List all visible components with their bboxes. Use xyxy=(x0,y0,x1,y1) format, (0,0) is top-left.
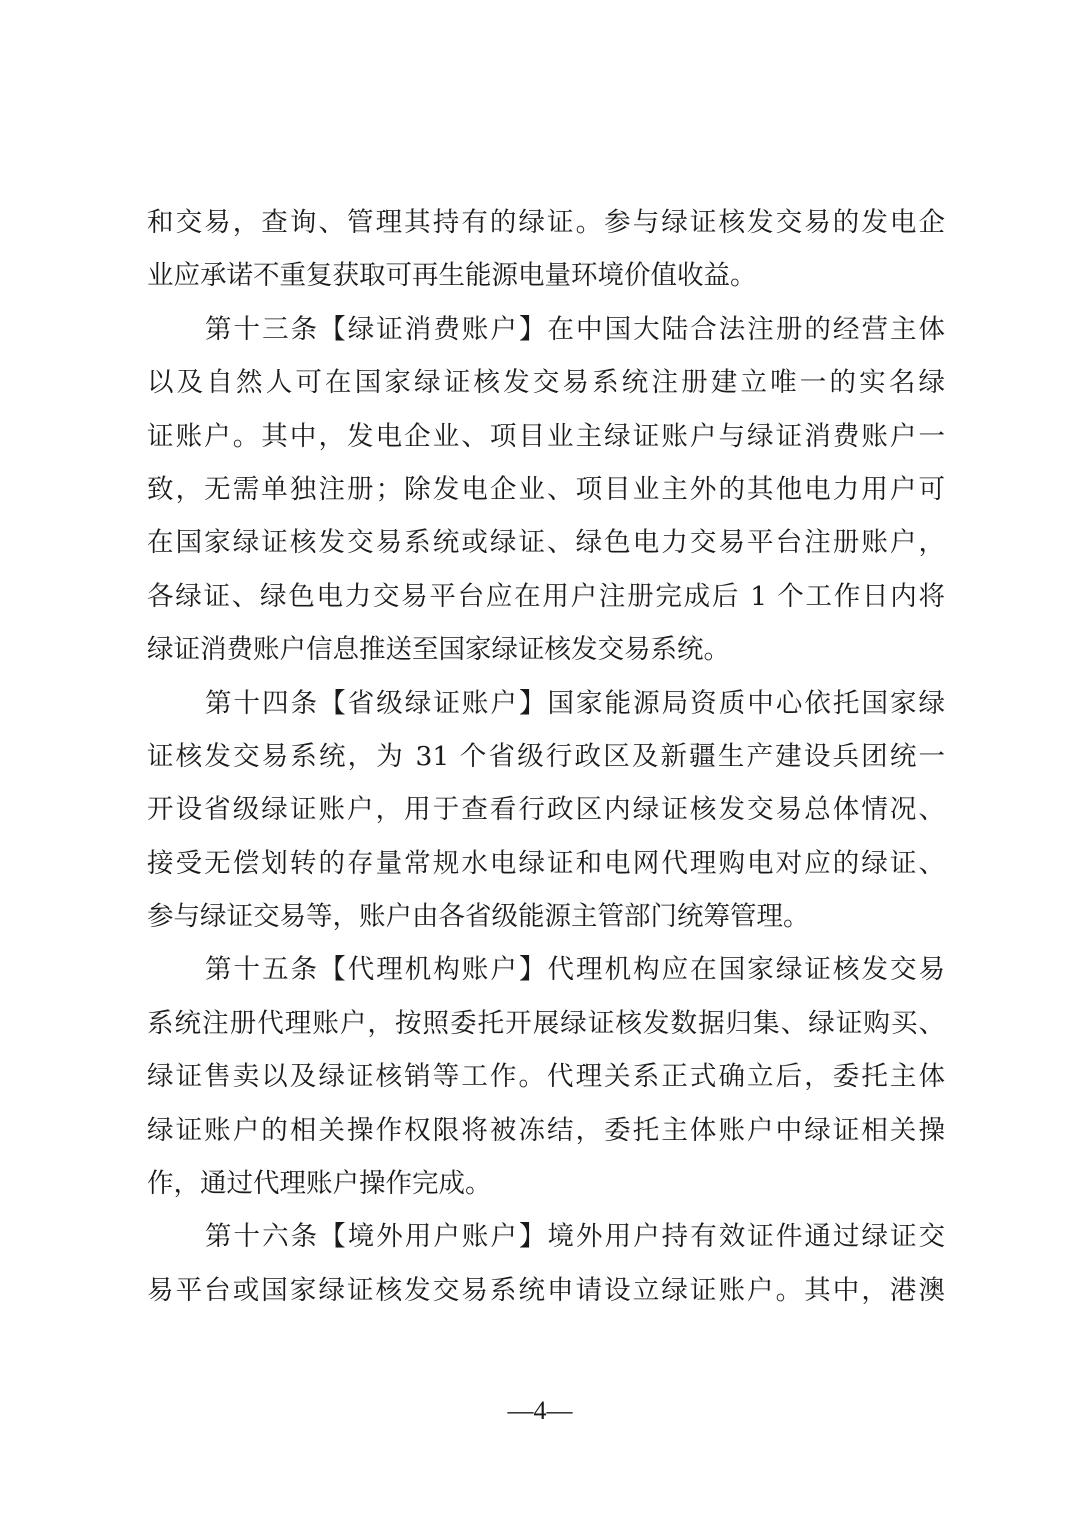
text-line: 接受无偿划转的存量常规水电绿证和电网代理购电对应的绿证、 xyxy=(147,847,945,879)
text-line: 开设省级绿证账户，用于查看行政区内绿证核发交易总体情况、 xyxy=(147,794,945,826)
article-number: 第十四条 xyxy=(205,687,320,719)
article-title: 【代理机构账户】 xyxy=(319,954,548,986)
article-number: 第十三条 xyxy=(205,313,320,345)
text-line: 绿证售卖以及绿证核销等工作。代理关系正式确立后，委托主体 xyxy=(147,1061,945,1093)
text-line: 绿证账户的相关操作权限将被冻结，委托主体账户中绿证相关操 xyxy=(147,1114,945,1146)
text: 境外用户持有效证件通过绿证交 xyxy=(547,1221,946,1253)
text-line: 和交易，查询、管理其持有的绿证。参与绿证核发交易的发电企 xyxy=(147,207,945,238)
text-line: 各绿证、绿色电力交易平台应在用户注册完成后 1 个工作日内将 xyxy=(147,580,945,612)
article-title: 【境外用户账户】 xyxy=(319,1221,548,1253)
article-15 xyxy=(147,943,945,1210)
article-first-line xyxy=(147,1210,945,1263)
page-number: —4— xyxy=(507,1396,573,1425)
article-number: 第十五条 xyxy=(205,954,320,986)
text-line: 证核发交易系统，为 31 个省级行政区及新疆生产建设兵团统一 xyxy=(147,740,945,772)
text-line: 在国家绿证核发交易系统或绿证、绿色电力交易平台注册账户， xyxy=(147,527,945,559)
text-line: 参与绿证交易等，账户由各省级能源主管部门统筹管理。 xyxy=(147,901,810,933)
text-line: 业应承诺不重复获取可再生能源电量环境价值收益。 xyxy=(147,260,757,292)
article-title: 【绿证消费账户】 xyxy=(319,313,548,345)
text-line: 作，通过代理账户操作完成。 xyxy=(147,1168,492,1200)
text: 在中国大陆合法注册的经营主体 xyxy=(547,313,946,345)
article-16 xyxy=(147,1210,945,1317)
text-line: 易平台或国家绿证核发交易系统申请设立绿证账户。其中，港澳 xyxy=(147,1274,945,1306)
article-title: 【省级绿证账户】 xyxy=(319,687,548,719)
text: 代理机构应在国家绿证核发交易 xyxy=(547,954,946,986)
article-number: 第十六条 xyxy=(205,1221,320,1253)
article-14 xyxy=(147,677,945,944)
text-line: 证账户。其中，发电企业、项目业主绿证账户与绿证消费账户一 xyxy=(147,420,945,452)
text-line: 致，无需单独注册；除发电企业、项目业主外的其他电力用户可 xyxy=(147,473,945,505)
paragraph-continuation xyxy=(147,196,945,303)
text-line: 绿证消费账户信息推送至国家绿证核发交易系统。 xyxy=(147,634,730,666)
article-first-line xyxy=(147,677,945,730)
article-13 xyxy=(147,303,945,677)
text: 国家能源局资质中心依托国家绿 xyxy=(547,687,946,719)
article-first-line xyxy=(147,303,945,356)
text-line: 系统注册代理账户，按照委托开展绿证核发数据归集、绿证购买、 xyxy=(147,1007,945,1039)
document-body xyxy=(147,196,945,1317)
text-line: 以及自然人可在国家绿证核发交易系统注册建立唯一的实名绿 xyxy=(147,367,945,399)
article-first-line xyxy=(147,943,945,996)
